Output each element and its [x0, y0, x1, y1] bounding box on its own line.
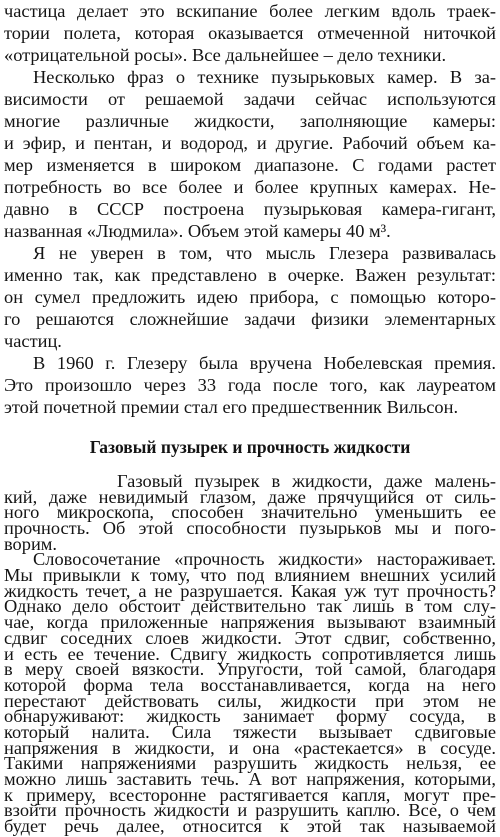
text-line: потребность во все более и более крупных камерах. Не-	[4, 177, 496, 197]
text-line: взойти прочность жидкости и разрушить каплю. Все, о чем	[4, 800, 496, 820]
text-line: сдвиг соседних слоев жидкости. Этот сдвиг, собственно,	[4, 628, 496, 648]
text-line: частица делает это вскипание более легким вдоль траек-	[4, 1, 496, 21]
text-line: названная «Людмила». Объем этой камеры 40 м³.	[4, 221, 391, 241]
text-line: обнаруживают: жидкость занимает форму сосуда, в	[4, 706, 496, 726]
text-line: Мы привыкли к тому, что под влиянием внешних усилий	[4, 565, 496, 585]
text-line: го решаются сложнейшие задачи физики элементарных	[4, 309, 496, 329]
text-line: Я не уверен в том, что мысль Глезера развивалась	[33, 243, 496, 263]
text-line: «отрицательной росы». Все дальнейшее – дело техники.	[4, 45, 447, 65]
text-line: именно так, как представлено в очерке. Важен результат:	[4, 265, 496, 285]
text-line: Газовый пузырек в жидкости, даже малень-	[117, 471, 496, 491]
text-line: ворим.	[4, 534, 58, 554]
text-line: В 1960 г. Глезеру была вручена Нобелевская премия.	[33, 353, 496, 373]
text-line: и есть ее течение. Сдвигу жидкость сопротивляется лишь	[4, 644, 496, 664]
section-heading: Газовый пузырек и прочность жидкости	[89, 437, 411, 457]
text-line: жидкость течет, а не разрушается. Какая уж тут прочность?	[4, 581, 496, 601]
text-line: и эфир, и пентан, и водород, и другие. Рабочий объем ка-	[4, 133, 496, 153]
text-line: Такими напряжениями разрушить жидкость нельзя, ее	[4, 753, 496, 773]
text-line: этой почетной премии стал его предшественник Вильсон.	[4, 397, 459, 417]
text-line: давно в СССР построена пузырьковая камера-гигант,	[4, 199, 496, 219]
text-line: мер изменяется в широком диапазоне. С годами растет	[4, 155, 496, 175]
text-line: Однако дело обстоит действительно так лишь в том слу-	[4, 596, 496, 616]
text-line: которой форма тела восстанавливается, когда на него	[4, 675, 496, 695]
text-line: он сумел предложить идею прибора, с помощью которо-	[4, 287, 496, 307]
text-line: в меру своей вязкости. Упругости, той самой, благодаря	[4, 659, 496, 679]
text-line: многие различные жидкости, заполняющие камеры:	[4, 111, 496, 131]
text-line: частиц.	[4, 331, 62, 351]
text-line: ного микроскопа, способен значительно уменьшить ее	[4, 502, 496, 522]
text-line: чае, когда приложенные напряжения вызывают взаимный	[4, 612, 496, 632]
text-line: можно лишь заставить течь. А вот напряжения, которыми,	[4, 769, 496, 789]
text-line: напряжения в жидкости, и она «растекается» в сосуде.	[4, 738, 496, 758]
text-line: тории полета, которая оказывается отмеченной ниточкой	[4, 23, 496, 43]
text-line: который налита. Сила тяжести вызывает сдвиговые	[4, 722, 496, 742]
text-line: перестают действовать силы, жидкости при этом не	[4, 691, 496, 711]
text-line: Это произошло через 33 года после того, как лауреатом	[4, 375, 496, 395]
text-line: Несколько фраз о технике пузырьковых камер. В за-	[33, 67, 496, 87]
text-line: прочность. Об этой способности пузырьков мы и пого-	[4, 518, 496, 538]
text-line: кий, даже невидимый глазом, даже прячущийся от силь-	[4, 487, 496, 507]
text-line: к примеру, всесторонне растягивается капля, могут пре-	[4, 785, 496, 805]
text-line: будет речь далее, относится к этой так называемой	[4, 816, 496, 836]
text-line: висимости от решаемой задачи сейчас используются	[4, 89, 496, 109]
text-line: Словосочетание «прочность жидкости» настораживает.	[33, 549, 496, 569]
